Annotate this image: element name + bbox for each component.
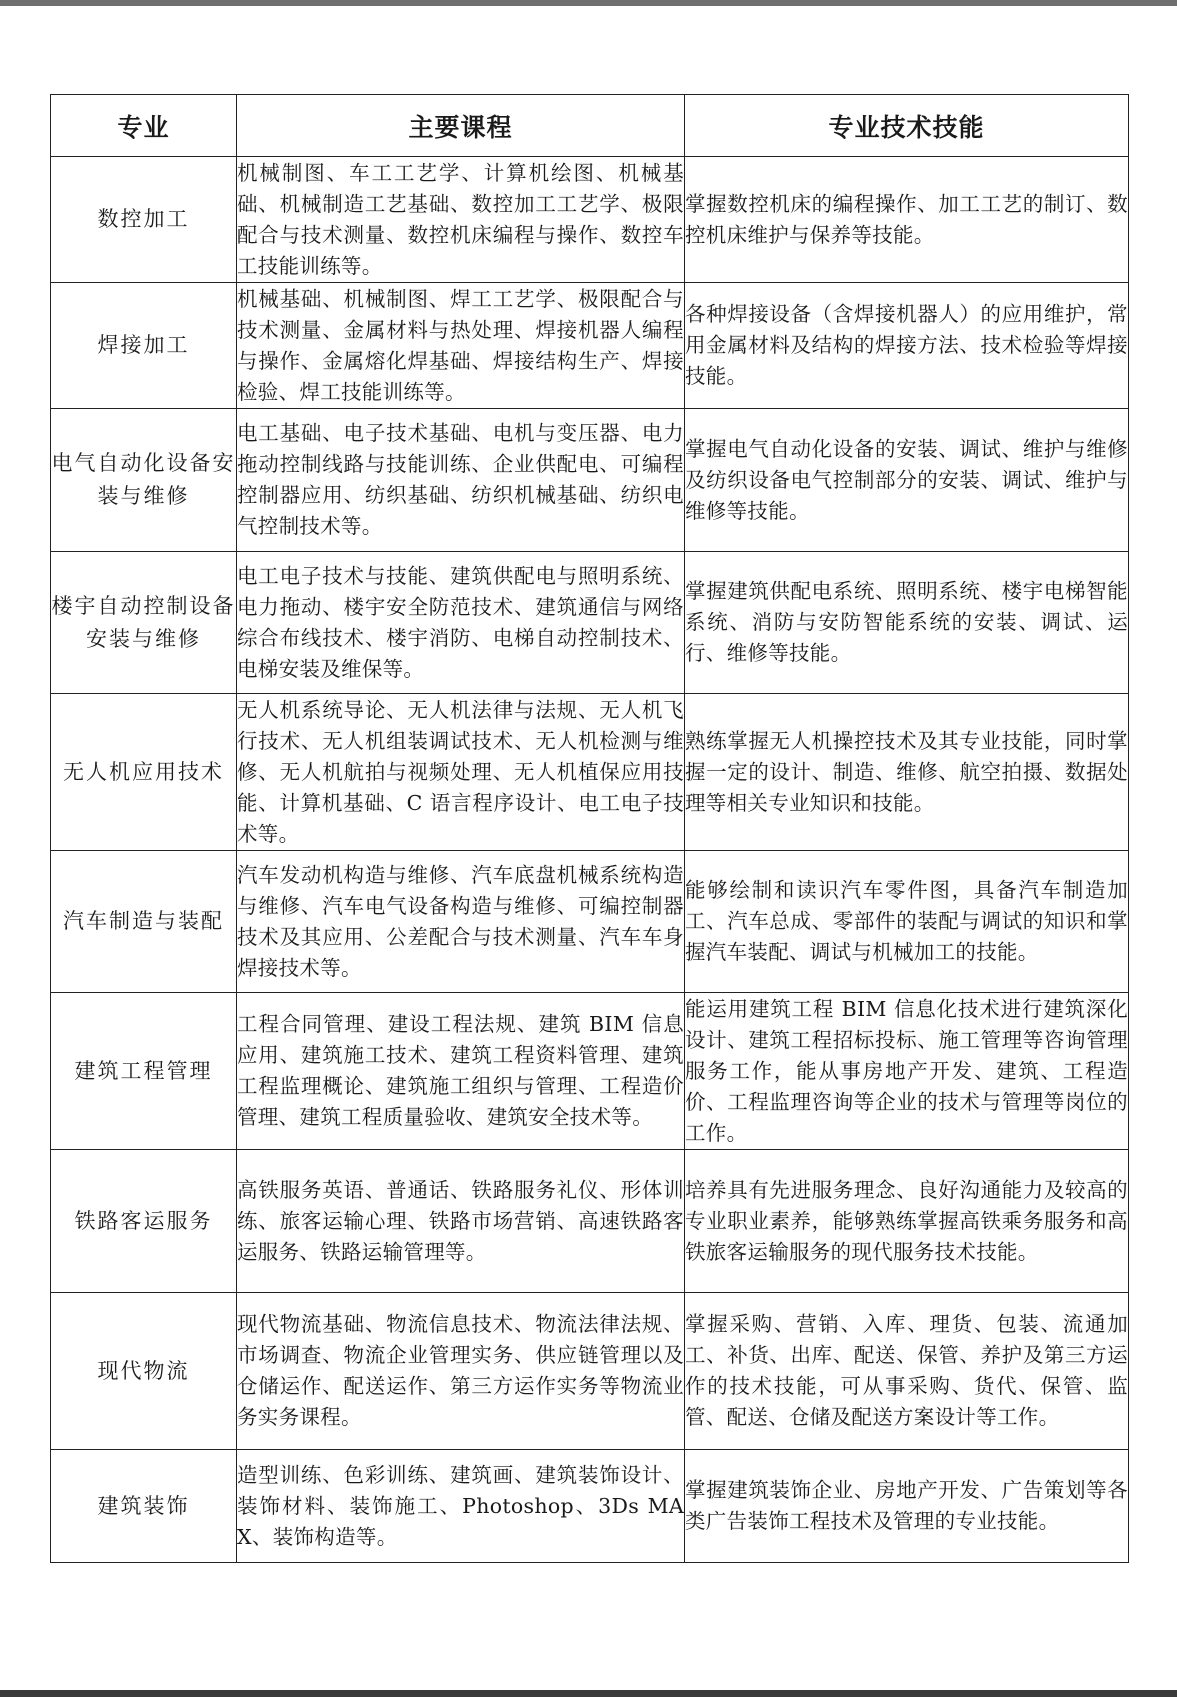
skills-cell: 掌握建筑供配电系统、照明系统、楼宇电梯智能系统、消防与安防智能系统的安装、调试、运行、维修等技能。 <box>685 552 1129 694</box>
courses-cell: 汽车发动机构造与维修、汽车底盘机械系统构造与维修、汽车电气设备构造与维修、可编控制器技术及其应用、公差配合与技术测量、汽车车身焊接技术等。 <box>237 851 685 993</box>
top-edge-rule <box>0 0 1177 6</box>
courses-cell: 高铁服务英语、普通话、铁路服务礼仪、形体训练、旅客运输心理、铁路市场营销、高速铁路客运服务、铁路运输管理等。 <box>237 1150 685 1293</box>
skills-cell: 能够绘制和读识汽车零件图，具备汽车制造加工、汽车总成、零部件的装配与调试的知识和掌握汽车装配、调试与机械加工的技能。 <box>685 851 1129 993</box>
major-cell: 铁路客运服务 <box>51 1150 237 1293</box>
courses-cell: 机械基础、机械制图、焊工工艺学、极限配合与技术测量、金属材料与热处理、焊接机器人编程与操作、金属熔化焊基础、焊接结构生产、焊接检验、焊工技能训练等。 <box>237 283 685 409</box>
major-cell: 无人机应用技术 <box>51 694 237 851</box>
major-cell: 建筑装饰 <box>51 1450 237 1563</box>
table-row <box>51 1293 1129 1450</box>
skills-cell: 掌握数控机床的编程操作、加工工艺的制订、数控机床维护与保养等技能。 <box>685 157 1129 283</box>
header-skills: 专业技术技能 <box>685 95 1129 157</box>
major-cell: 现代物流 <box>51 1293 237 1450</box>
table-header-row <box>51 95 1129 157</box>
table-row <box>51 694 1129 851</box>
curriculum-table <box>50 94 1129 1563</box>
table-row <box>51 157 1129 283</box>
major-cell: 焊接加工 <box>51 283 237 409</box>
table-row <box>51 283 1129 409</box>
skills-cell: 培养具有先进服务理念、良好沟通能力及较高的专业职业素养，能够熟练掌握高铁乘务服务和高铁旅客运输服务的现代服务技术技能。 <box>685 1150 1129 1293</box>
skills-cell: 熟练掌握无人机操控技术及其专业技能，同时掌握一定的设计、制造、维修、航空拍摄、数据处理等相关专业知识和技能。 <box>685 694 1129 851</box>
table-row <box>51 851 1129 993</box>
courses-cell: 造型训练、色彩训练、建筑画、建筑装饰设计、装饰材料、装饰施工、Photoshop、3Ds MAX、装饰构造等。 <box>237 1450 685 1563</box>
bottom-edge-rule <box>0 1690 1177 1697</box>
table-row <box>51 1150 1129 1293</box>
major-cell: 建筑工程管理 <box>51 993 237 1150</box>
skills-cell: 掌握电气自动化设备的安装、调试、维护与维修及纺织设备电气控制部分的安装、调试、维护与维修等技能。 <box>685 409 1129 552</box>
table-row <box>51 552 1129 694</box>
major-cell: 楼宇自动控制设备安装与维修 <box>51 552 237 694</box>
courses-cell: 电工基础、电子技术基础、电机与变压器、电力拖动控制线路与技能训练、企业供配电、可编程控制器应用、纺织基础、纺织机械基础、纺织电气控制技术等。 <box>237 409 685 552</box>
table-row <box>51 409 1129 552</box>
header-courses: 主要课程 <box>237 95 685 157</box>
table-row <box>51 1450 1129 1563</box>
major-cell: 数控加工 <box>51 157 237 283</box>
skills-cell: 掌握采购、营销、入库、理货、包装、流通加工、补货、出库、配送、保管、养护及第三方运作的技术技能，可从事采购、货代、保管、监管、配送、仓储及配送方案设计等工作。 <box>685 1293 1129 1450</box>
header-major: 专业 <box>51 95 237 157</box>
skills-cell: 能运用建筑工程 BIM 信息化技术进行建筑深化设计、建筑工程招标投标、施工管理等咨询管理服务工作，能从事房地产开发、建筑、工程造价、工程监理咨询等企业的技术与管理等岗位的工作。 <box>685 993 1129 1150</box>
major-cell: 汽车制造与装配 <box>51 851 237 993</box>
courses-cell: 电工电子技术与技能、建筑供配电与照明系统、电力拖动、楼宇安全防范技术、建筑通信与网络综合布线技术、楼宇消防、电梯自动控制技术、电梯安装及维保等。 <box>237 552 685 694</box>
skills-cell: 掌握建筑装饰企业、房地产开发、广告策划等各类广告装饰工程技术及管理的专业技能。 <box>685 1450 1129 1563</box>
skills-cell: 各种焊接设备（含焊接机器人）的应用维护，常用金属材料及结构的焊接方法、技术检验等焊接技能。 <box>685 283 1129 409</box>
courses-cell: 现代物流基础、物流信息技术、物流法律法规、市场调查、物流企业管理实务、供应链管理以及仓储运作、配送运作、第三方运作实务等物流业务实务课程。 <box>237 1293 685 1450</box>
table-row <box>51 993 1129 1150</box>
major-cell: 电气自动化设备安装与维修 <box>51 409 237 552</box>
courses-cell: 工程合同管理、建设工程法规、建筑 BIM 信息应用、建筑施工技术、建筑工程资料管理、建筑工程监理概论、建筑施工组织与管理、工程造价管理、建筑工程质量验收、建筑安全技术等。 <box>237 993 685 1150</box>
courses-cell: 无人机系统导论、无人机法律与法规、无人机飞行技术、无人机组装调试技术、无人机检测与维修、无人机航拍与视频处理、无人机植保应用技能、计算机基础、C 语言程序设计、电工电子技术等。 <box>237 694 685 851</box>
courses-cell: 机械制图、车工工艺学、计算机绘图、机械基础、机械制造工艺基础、数控加工工艺学、极限配合与技术测量、数控机床编程与操作、数控车工技能训练等。 <box>237 157 685 283</box>
